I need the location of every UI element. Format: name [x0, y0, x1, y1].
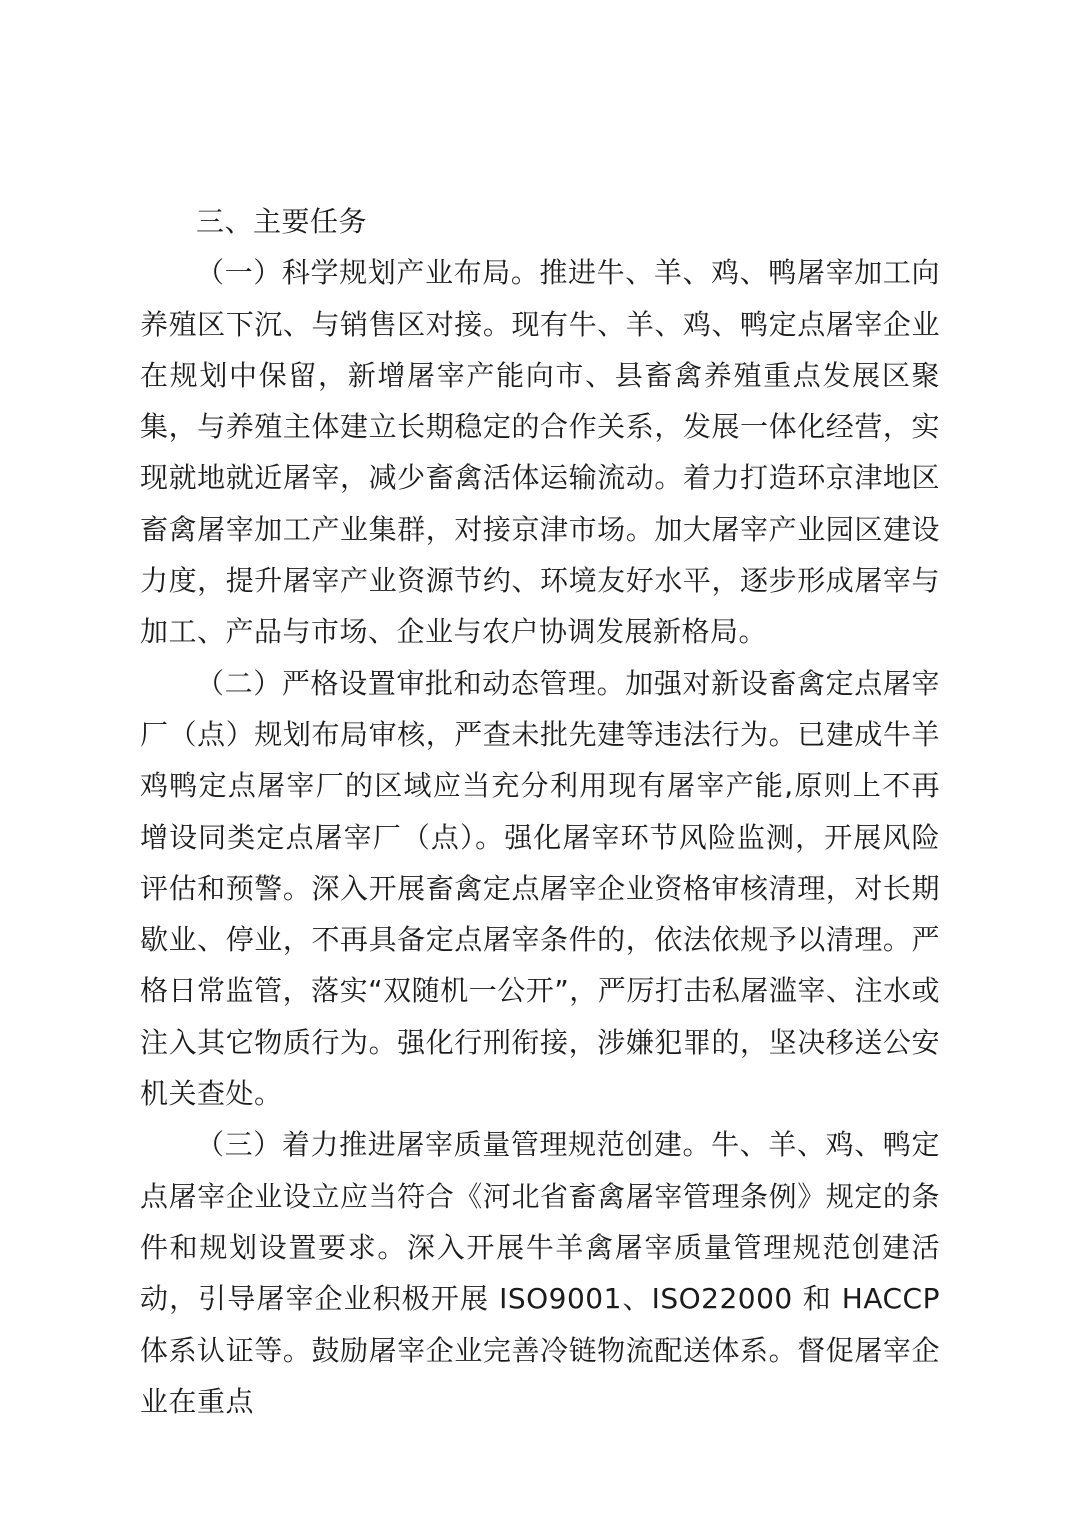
document-body [140, 196, 940, 1427]
paragraph-3: （三）着力推进屠宰质量管理规范创建。牛、羊、鸡、鸭定点屠宰企业设立应当符合《河北省畜禽屠宰管理条例》规定的条件和规划设置要求。深入开展牛羊禽屠宰质量管理规范创建活动，引导屠宰企业积极开展 ISO9001、ISO22000 和 HACCP 体系认证等。鼓励屠宰企业完善冷链物流配送体系。督促屠宰企业在重点 [140, 1128, 940, 1418]
section-heading: 三、主要任务 [196, 205, 368, 238]
paragraph-2: （二）严格设置审批和动态管理。加强对新设畜禽定点屠宰厂（点）规划布局审核，严查未批先建等违法行为。已建成牛羊鸡鸭定点屠宰厂的区域应当充分利用现有屠宰产能,原则上不再增设同类定点屠宰厂（点）。强化屠宰环节风险监测，开展风险评估和预警。深入开展畜禽定点屠宰企业资格审核清理，对长期歇业、停业，不再具备定点屠宰条件的，依法依规予以清理。严格日常监管，落实“双随机一公开”，严厉打击私屠滥宰、注水或注入其它物质行为。强化行刑衔接，涉嫌犯罪的，坚决移送公安机关查处。 [140, 666, 940, 1111]
paragraph-1: （一）科学规划产业布局。推进牛、羊、鸡、鸭屠宰加工向养殖区下沉、与销售区对接。现有牛、羊、鸡、鸭定点屠宰企业在规划中保留，新增屠宰产能向市、县畜禽养殖重点发展区聚集，与养殖主体建立长期稳定的合作关系，发展一体化经营，实现就地就近屠宰，减少畜禽活体运输流动。着力打造环京津地区畜禽屠宰加工产业集群，对接京津市场。加大屠宰产业园区建设力度，提升屠宰产业资源节约、环境友好水平，逐步形成屠宰与加工、产品与市场、企业与农户协调发展新格局。 [140, 256, 940, 649]
